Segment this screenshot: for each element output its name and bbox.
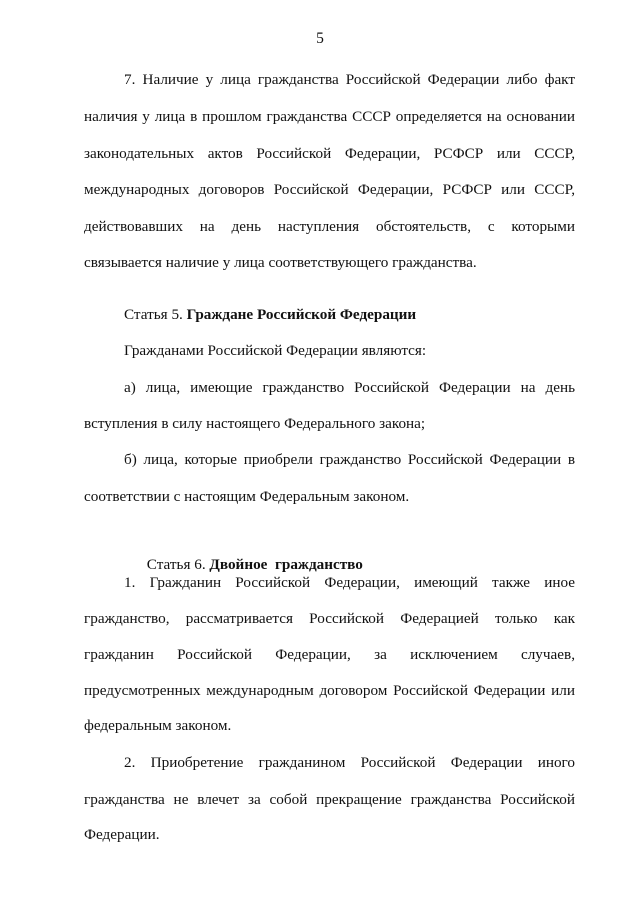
text-line: действовавших на день наступления обстоятельств, с которыми (84, 218, 575, 235)
text-line: б) лица, которые приобрели гражданство Российской Федерации в (124, 451, 575, 468)
text-line: 1. Гражданин Российской Федерации, имеющий также иное (124, 574, 575, 591)
article-5-heading (124, 306, 575, 324)
article-5-prefix: Статья 5. (124, 306, 187, 323)
text-line: гражданство, рассматривается Российской Федерацией только как (84, 610, 575, 627)
page-number: 5 (316, 30, 324, 47)
text-line: 7. Наличие у лица гражданства Российской Федерации либо факт (124, 71, 575, 88)
text-line: соответствии с настоящим Федеральным законом. (84, 488, 410, 505)
text-line: гражданин Российской Федерации, за исключением случаев, (84, 646, 575, 663)
text-line: федеральным законом. (84, 717, 232, 734)
text-line: предусмотренных международным договором Российской Федерации или (84, 682, 575, 699)
article-5-intro: Гражданами Российской Федерации являются: (124, 342, 427, 359)
article-5-title: Граждане Российской Федерации (186, 306, 417, 323)
text-line: Федерации. (84, 826, 160, 843)
text-line: законодательных актов Российской Федерации, РСФСР или СССР, (84, 145, 575, 162)
article-6-prefix: Статья 6. (146, 556, 210, 573)
text-line: а) лица, имеющие гражданство Российской Федерации на день (124, 379, 575, 396)
text-line: связывается наличие у лица соответствующего гражданства. (84, 254, 477, 271)
text-line: вступления в силу настоящего Федерального закона; (84, 415, 426, 432)
text-line: международных договоров Российской Федерации, РСФСР или СССР, (84, 181, 575, 198)
text-line: наличия у лица в прошлом гражданства СССР определяется на основании (84, 108, 575, 125)
text-line: гражданства не влечет за собой прекращение гражданства Российской (84, 791, 575, 808)
text-line: 2. Приобретение гражданином Российской Федерации иного (124, 754, 575, 771)
article-6-title: Двойное гражданство (209, 556, 363, 573)
article-6-heading (124, 538, 575, 573)
